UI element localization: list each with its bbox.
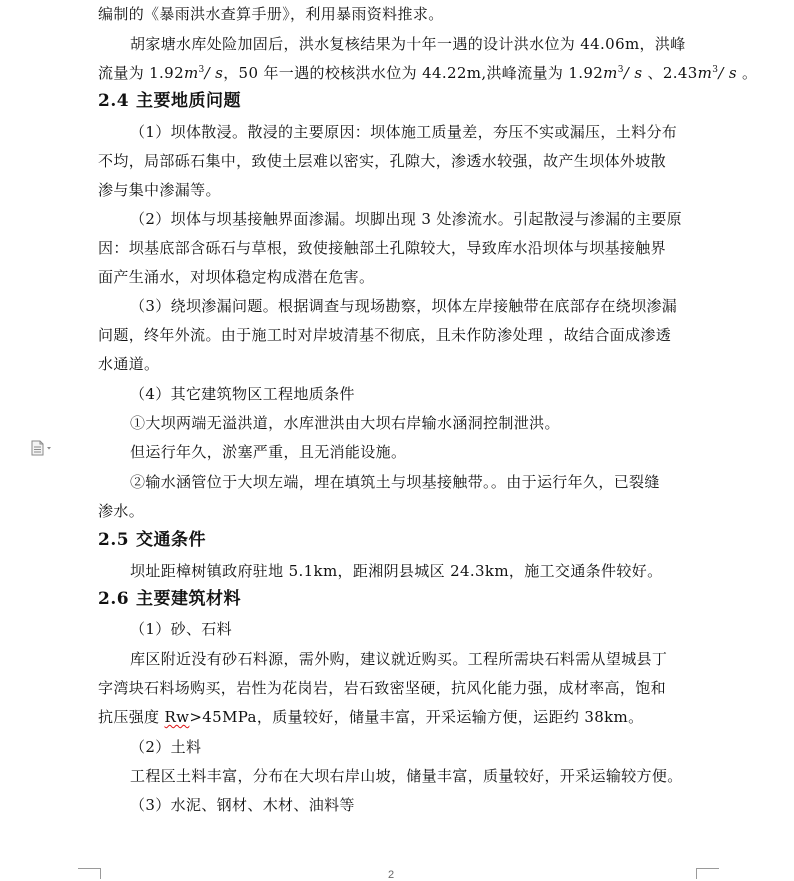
paragraph-line: 坝址距樟树镇政府驻地 5.1km，距湘阴县城区 24.3km，施工交通条件较好。	[130, 562, 663, 580]
paragraph-line: （3）水泥、钢材、木材、油料等	[130, 796, 355, 814]
paragraph-line: ①大坝两端无溢洪道，水库泄洪由大坝右岸输水涵洞控制泄洪。	[130, 414, 560, 432]
unit-m: m	[183, 64, 199, 82]
section-number: 2.4	[98, 91, 130, 111]
paragraph-line: 面产生涌水，对坝体稳定构成潜在危害。	[98, 268, 375, 286]
paragraph-line: 字湾块石料场购买，岩性为花岗岩，岩石致密坚硬，抗风化能力强，成材率高，饱和	[98, 679, 666, 697]
paragraph-line: 胡家塘水库处险加固后，洪水复核结果为十年一遇的设计洪水位为 44.06m，洪峰	[130, 35, 686, 53]
paragraph-line: 但运行年久，淤塞严重，且无消能设施。	[130, 443, 407, 461]
paragraph-line: （4）其它建筑物区工程地质条件	[130, 385, 355, 403]
unit-s: / s	[204, 64, 224, 82]
section-title: 交通条件	[136, 530, 206, 550]
paragraph-line: 库区附近没有砂石料源，需外购，建议就近购买。工程所需块石料需从望城县丁	[130, 650, 668, 668]
paragraph-line: 渗水。	[98, 502, 145, 520]
paragraph-line: （2）土料	[130, 738, 202, 756]
paragraph-line: （1）坝体散浸。散浸的主要原因：坝体施工质量差，夯压不实或漏压，土料分布	[130, 123, 678, 141]
paragraph-line: 编制的《暴雨洪水查算手册》，利用暴雨资料推求。	[98, 5, 444, 23]
document-options-icon[interactable]	[30, 440, 54, 456]
section-heading	[98, 529, 206, 551]
section-number: 2.6	[98, 589, 130, 609]
section-title: 主要建筑材料	[136, 589, 241, 609]
section-heading	[98, 588, 241, 610]
paragraph-line: 水通道。	[98, 355, 160, 373]
text-run: 。	[736, 64, 758, 82]
text-run: 、2.43	[642, 64, 698, 82]
paragraph-line: 问题，终年外流。由于施工时对岸坡清基不彻底，且未作防渗处理 ，故结合面成渗透	[98, 326, 672, 344]
unit-exponent: 3	[617, 65, 624, 75]
paragraph-line	[98, 63, 757, 83]
paragraph-line: ②输水涵管位于大坝左端，埋在填筑土与坝基接触带。。由于运行年久，已裂缝	[130, 473, 660, 491]
section-heading	[98, 90, 241, 112]
paragraph-line: （2）坝体与坝基接触界面渗漏。坝脚出现 3 处渗流水。引起散浸与渗漏的主要原	[130, 210, 682, 228]
paragraph-line: 渗与集中渗漏等。	[98, 181, 221, 199]
text-run: 流量为 1.92	[98, 64, 184, 82]
paragraph-line: （3）绕坝渗漏问题。根据调查与现场勘察，坝体左岸接触带在底部存在绕坝渗漏	[130, 297, 678, 315]
section-title: 主要地质问题	[136, 91, 241, 111]
unit-m: m	[603, 64, 618, 82]
text-run: >45MPa，质量较好，储量丰富，开采运输方便，运距约 38km。	[189, 708, 644, 726]
unit-exponent: 3	[198, 65, 205, 75]
unit-exponent: 3	[712, 65, 719, 75]
section-number: 2.5	[98, 530, 130, 550]
paragraph-line: （1）砂、石料	[130, 620, 232, 638]
page-corner-mark	[78, 868, 101, 879]
paragraph-line	[98, 707, 643, 727]
page-number: 2	[388, 869, 395, 881]
unit-s: / s	[718, 64, 737, 82]
spellcheck-flagged-word[interactable]: Rw	[164, 708, 190, 726]
paragraph-line: 工程区土料丰富，分布在大坝右岸山坡，储量丰富，质量较好，开采运输较方便。	[130, 767, 683, 785]
paragraph-line: 不均，局部砾石集中，致使土层难以密实，孔隙大，渗透水较强，故产生坝体外坡散	[98, 152, 666, 170]
page-corner-mark	[696, 868, 719, 879]
unit-m: m	[697, 64, 713, 82]
text-run: 抗压强度	[98, 708, 165, 726]
paragraph-line: 因：坝基底部含砾石与草根，致使接触部土孔隙较大，导致库水沿坝体与坝基接触界	[98, 239, 666, 257]
text-run: ，50 年一遇的校核洪水位为 44.22m,洪峰流量为 1.92	[223, 64, 604, 82]
unit-s: / s	[623, 64, 643, 82]
